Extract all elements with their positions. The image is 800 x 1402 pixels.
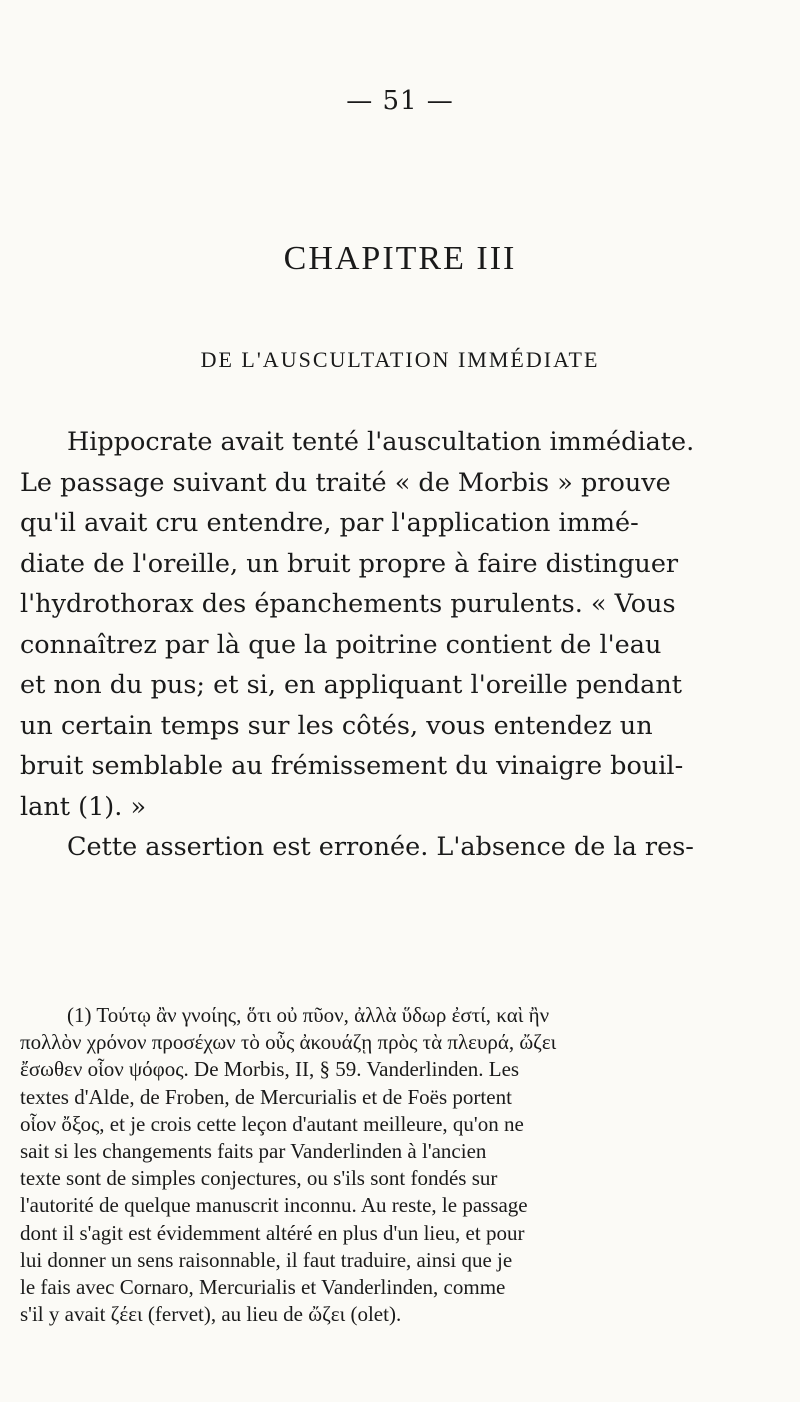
footnote-line: le fais avec Cornaro, Mercurialis et Vanderlinden, comme <box>20 1275 506 1300</box>
footnote-line: texte sont de simples conjectures, ou s'ils sont fondés sur <box>20 1166 498 1191</box>
body-line: Le passage suivant du traité « de Morbis » prouve <box>20 467 671 498</box>
footnote-line: s'il y avait ζέει (fervet), au lieu de ὤζει (olet). <box>20 1302 402 1327</box>
footnote-line: ἔσωθεν οἷον ψόφος. De Morbis, II, § 59. Vanderlinden. Les <box>20 1057 520 1082</box>
footnote-line: οἷον ὄξος, et je crois cette leçon d'autant meilleure, qu'on ne <box>20 1111 524 1136</box>
footnotes <box>20 1002 780 1328</box>
footnote-line: l'autorité de quelque manuscrit inconnu. Au reste, le passage <box>20 1193 528 1218</box>
footnote-line: dont il s'agit est évidemment altéré en plus d'un lieu, et pour <box>20 1220 525 1245</box>
body-line: qu'il avait cru entendre, par l'application immé- <box>20 508 639 538</box>
footnote-line: sait si les changements faits par Vanderlinden à l'ancien <box>20 1139 487 1164</box>
body-line: un certain temps sur les côtés, vous entendez un <box>20 710 653 741</box>
chapter-title: CHAPITRE III <box>283 240 517 277</box>
body-line: l'hydrothorax des épanchements purulents. « Vous <box>20 589 676 619</box>
body-line: Cette assertion est erronée. L'absence de la res- <box>67 832 694 862</box>
chapter-subtitle: DE L'AUSCULTATION IMMÉDIATE <box>200 347 600 372</box>
footnote-line: (1) Τούτῳ ἂν γνοίης, ὅτι οὐ πῦον, ἀλλὰ ὕδωρ ἐστί, καὶ ἢν <box>67 1003 550 1027</box>
body-line: bruit semblable au frémissement du vinaigre bouil- <box>20 751 684 781</box>
footnote-line: textes d'Alde, de Froben, de Mercurialis et de Foës portent <box>20 1084 512 1109</box>
footnote-line: lui donner un sens raisonnable, il faut traduire, ainsi que je <box>20 1247 513 1272</box>
body-line: lant (1). » <box>20 791 147 822</box>
body-text <box>20 422 780 868</box>
body-line: Hippocrate avait tenté l'auscultation immédiate. <box>67 427 695 457</box>
footnote-line: πολλὸν χρόνον προσέχων τὸ οὖς ἀκουάζῃ πρὸς τὰ πλευρά, ὤζει <box>20 1030 557 1055</box>
page-number: — 51 — <box>346 86 454 116</box>
body-line: et non du pus; et si, en appliquant l'oreille pendant <box>20 670 683 700</box>
body-line: connaîtrez par là que la poitrine contient de l'eau <box>20 629 662 660</box>
body-line: diate de l'oreille, un bruit propre à faire distinguer <box>20 548 679 579</box>
